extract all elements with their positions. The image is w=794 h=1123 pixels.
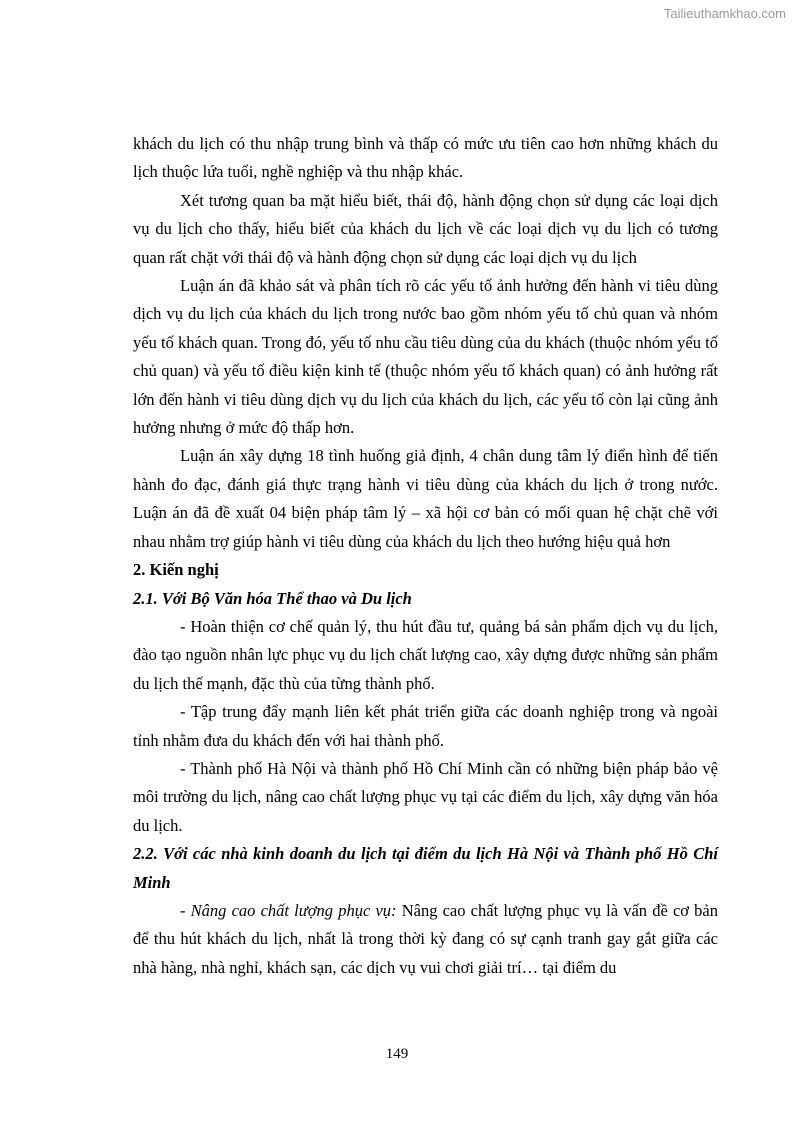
subsection-heading: 2.1. Với Bộ Văn hóa Thể thao và Du lịch	[133, 588, 412, 608]
page-body	[133, 130, 718, 982]
paragraph: - Tập trung đẩy mạnh liên kết phát triển giữa các doanh nghiệp trong và ngoài tỉnh nhằm đưa du khách đến với hai thành phố.	[133, 702, 718, 750]
paragraph: Xét tương quan ba mặt hiểu biết, thái độ, hành động chọn sử dụng các loại dịch vụ du lịch cho thấy, hiểu biết của khách du lịch về các loại dịch vụ du lịch có tương quan rất chặt với thái độ và hành động chọn sử dụng các loại dịch vụ du lịch	[133, 190, 718, 267]
inline-label: - Nâng cao chất lượng phục vụ:	[180, 900, 397, 920]
paragraph	[133, 897, 718, 982]
page-number: 149	[385, 1046, 409, 1062]
paragraph: Luận án đã khảo sát và phân tích rõ các yếu tố ảnh hưởng đến hành vi tiêu dùng dịch vụ du lịch của khách du lịch trong nước bao gồm nhóm yếu tố chủ quan và nhóm yếu tố khách quan. Trong đó, yếu tố nhu cầu tiêu dùng của du khách (thuộc nhóm yếu tố chủ quan) và yếu tố điều kiện kinh tế (thuộc nhóm yếu tố khách quan) có ảnh hưởng rất lớn đến hành vi tiêu dùng dịch vụ du lịch của khách du lịch, các yếu tố còn lại cũng ảnh hưởng nhưng ở mức độ thấp hơn.	[133, 276, 718, 438]
paragraph: khách du lịch có thu nhập trung bình và thấp có mức ưu tiên cao hơn những khách du lịch thuộc lứa tuổi, nghề nghiệp và thu nhập khác.	[133, 134, 718, 182]
paragraph: Luận án xây dựng 18 tình huống giả định, 4 chân dung tâm lý điển hình để tiến hành đo đạc, đánh giá thực trạng hành vi tiêu dùng của khách du lịch ở trong nước. Luận án đã đề xuất 04 biện pháp tâm lý – xã hội cơ bản có mối quan hệ chặt chẽ với nhau nhằm trợ giúp hành vi tiêu dùng của khách du lịch theo hướng hiệu quả hơn	[133, 446, 718, 551]
paragraph: - Thành phố Hà Nội và thành phố Hồ Chí Minh cần có những biện pháp bảo vệ môi trường du lịch, nâng cao chất lượng phục vụ tại các điểm du lịch, xây dựng văn hóa du lịch.	[133, 758, 718, 835]
section-heading: 2. Kiến nghị	[133, 560, 219, 580]
paragraph: - Hoàn thiện cơ chế quản lý, thu hút đầu tư, quảng bá sản phẩm dịch vụ du lịch, đào tạo nguồn nhân lực phục vụ du lịch chất lượng cao, xây dựng được những sản phẩm du lịch thế mạnh, đặc thù của từng thành phố.	[133, 616, 718, 693]
subsection-heading: 2.2. Với các nhà kinh doanh du lịch tại điểm du lịch Hà Nội và Thành phố Hồ Chí Minh	[133, 844, 718, 892]
paragraph-text: Nâng cao chất lượng phục vụ là vấn đề cơ bản để thu hút khách du lịch, nhất là trong thời kỳ đang có sự cạnh tranh gay gắt giữa các nhà hàng, nhà nghỉ, khách sạn, các dịch vụ vui chơi giải trí… tại điểm du	[133, 900, 719, 977]
watermark: Tailieuthamkhao.com	[663, 6, 786, 21]
